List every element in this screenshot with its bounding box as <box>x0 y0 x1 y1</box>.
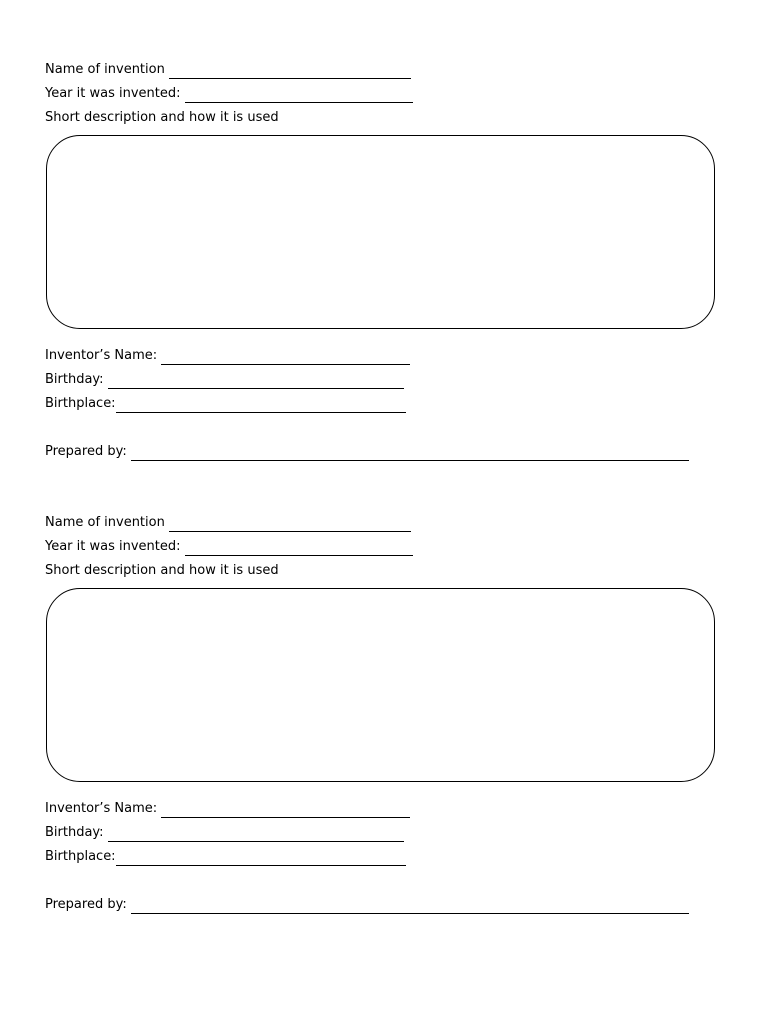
birthday-field[interactable] <box>108 375 404 389</box>
invention-year-label: Year it was invented: <box>45 86 181 101</box>
invention-name-label: Name of invention <box>45 62 165 77</box>
prepared-by-row <box>45 443 689 461</box>
birthplace-row <box>45 848 406 866</box>
inventor-name-field[interactable] <box>161 804 410 818</box>
description-box[interactable] <box>46 588 715 782</box>
invention-name-field[interactable] <box>169 65 411 79</box>
birthday-field[interactable] <box>108 828 404 842</box>
inventor-name-label: Inventor’s Name: <box>45 801 158 816</box>
invention-name-row <box>45 514 411 532</box>
inventor-name-field[interactable] <box>161 351 410 365</box>
invention-year-row <box>45 85 413 103</box>
birthplace-label: Birthplace: <box>45 396 116 411</box>
birthplace-label: Birthplace: <box>45 849 116 864</box>
description-label: Short description and how it is used <box>45 110 279 125</box>
invention-year-label: Year it was invented: <box>45 539 181 554</box>
prepared-by-label: Prepared by: <box>45 897 127 912</box>
birthday-label: Birthday: <box>45 825 104 840</box>
description-box[interactable] <box>46 135 715 329</box>
invention-name-label: Name of invention <box>45 515 165 530</box>
inventor-name-row <box>45 347 410 365</box>
birthplace-field[interactable] <box>116 852 406 866</box>
prepared-by-row <box>45 896 689 914</box>
prepared-by-field[interactable] <box>131 900 689 914</box>
prepared-by-field[interactable] <box>131 447 689 461</box>
birthplace-row <box>45 395 406 413</box>
description-label-row <box>45 109 279 127</box>
invention-name-field[interactable] <box>169 518 411 532</box>
invention-name-row <box>45 61 411 79</box>
description-label-row <box>45 562 279 580</box>
birthday-row <box>45 824 404 842</box>
invention-year-field[interactable] <box>185 542 413 556</box>
inventor-name-label: Inventor’s Name: <box>45 348 158 363</box>
invention-year-field[interactable] <box>185 89 413 103</box>
birthday-row <box>45 371 404 389</box>
prepared-by-label: Prepared by: <box>45 444 127 459</box>
inventor-name-row <box>45 800 410 818</box>
invention-year-row <box>45 538 413 556</box>
birthday-label: Birthday: <box>45 372 104 387</box>
birthplace-field[interactable] <box>116 399 406 413</box>
description-label: Short description and how it is used <box>45 563 279 578</box>
